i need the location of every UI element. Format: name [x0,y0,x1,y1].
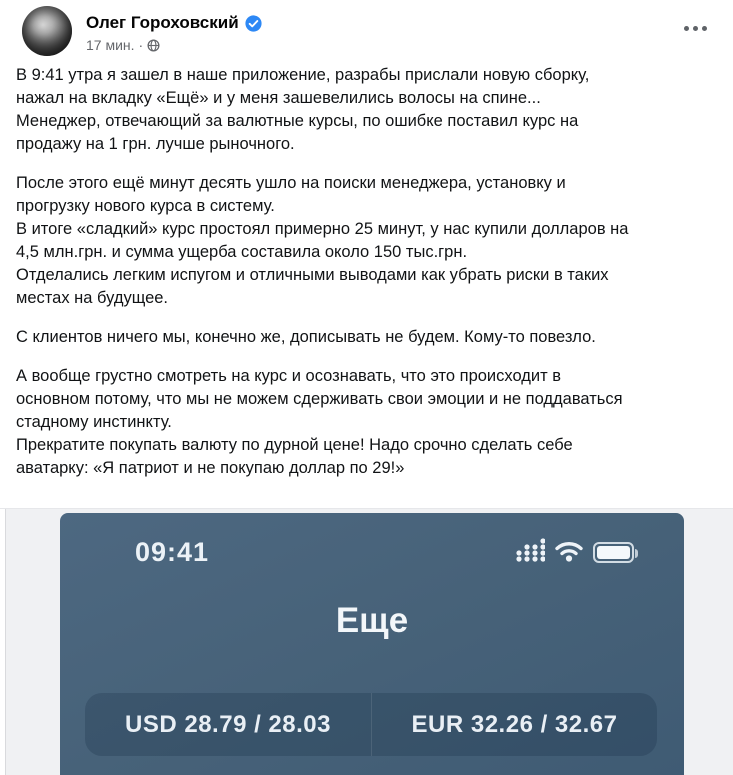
text-line: Менеджер, отвечающий за валютные курсы, по ошибке поставил курс на [16,112,579,130]
post-text [0,62,733,480]
post-paragraph [16,64,717,156]
text-line: 4,5 млн.грн. и сумма ущерба составила около 150 тыс.грн. [16,243,468,261]
text-line: аватарку: «Я патриот и не покупаю доллар по 29!» [16,459,405,477]
text-line: основном потому, что мы не можем сдерживать свои эмоции и не поддаваться [16,390,623,408]
post-paragraph [16,326,717,349]
wifi-icon [554,538,584,567]
meta-separator: · [138,37,144,53]
text-line: стадному инстинкту. [16,413,172,431]
usd-rate[interactable]: USD 28.79 / 28.03 [125,710,331,738]
text-line: С клиентов ничего мы, конечно же, дописывать не будем. Кому-то повезло. [16,328,596,346]
author-name[interactable]: Олег Гороховский [86,13,239,32]
currency-rates-panel [85,693,657,756]
text-line: нажал на вкладку «Ещё» и у меня зашевелились волосы на спине... [16,89,541,107]
text-line: В итоге «сладкий» курс простоял примерно 25 минут, у нас купили долларов на [16,220,629,238]
phone-status-bar [135,537,634,568]
text-line: прогрузку нового курса в систему. [16,197,275,215]
post-paragraph [16,365,717,480]
text-line: В 9:41 утра я зашел в наше приложение, разрабы прислали новую сборку, [16,66,590,84]
text-line: После этого ещё минут десять ушло на поиски менеджера, установку и [16,174,566,192]
verified-badge-icon [245,15,262,32]
avatar[interactable] [22,6,72,56]
text-line: Прекратите покупать валюту по дурной цене! Надо срочно сделать себе [16,436,573,454]
battery-icon [593,542,634,563]
phone-screenshot [60,513,684,775]
status-time: 09:41 [135,537,210,567]
more-options-icon[interactable] [682,20,709,37]
text-line: Отделались легким испугом и отличными выводами как убрать риски в таких [16,266,609,284]
globe-icon [147,39,160,52]
post-image-attachment[interactable] [0,508,733,775]
post-timestamp[interactable]: 17 мин. [86,37,135,53]
text-line: А вообще грустно смотреть на курс и осознавать, что это происходит в [16,367,562,385]
screen-title: Еще [335,601,409,640]
eur-rate[interactable]: EUR 32.26 / 32.67 [371,693,657,756]
text-line: продажу на 1 грн. лучше рыночного. [16,135,295,153]
text-line: местах на будущее. [16,289,169,307]
post-header [0,0,733,62]
post-paragraph [16,172,717,310]
cellular-signal-icon [515,538,545,567]
